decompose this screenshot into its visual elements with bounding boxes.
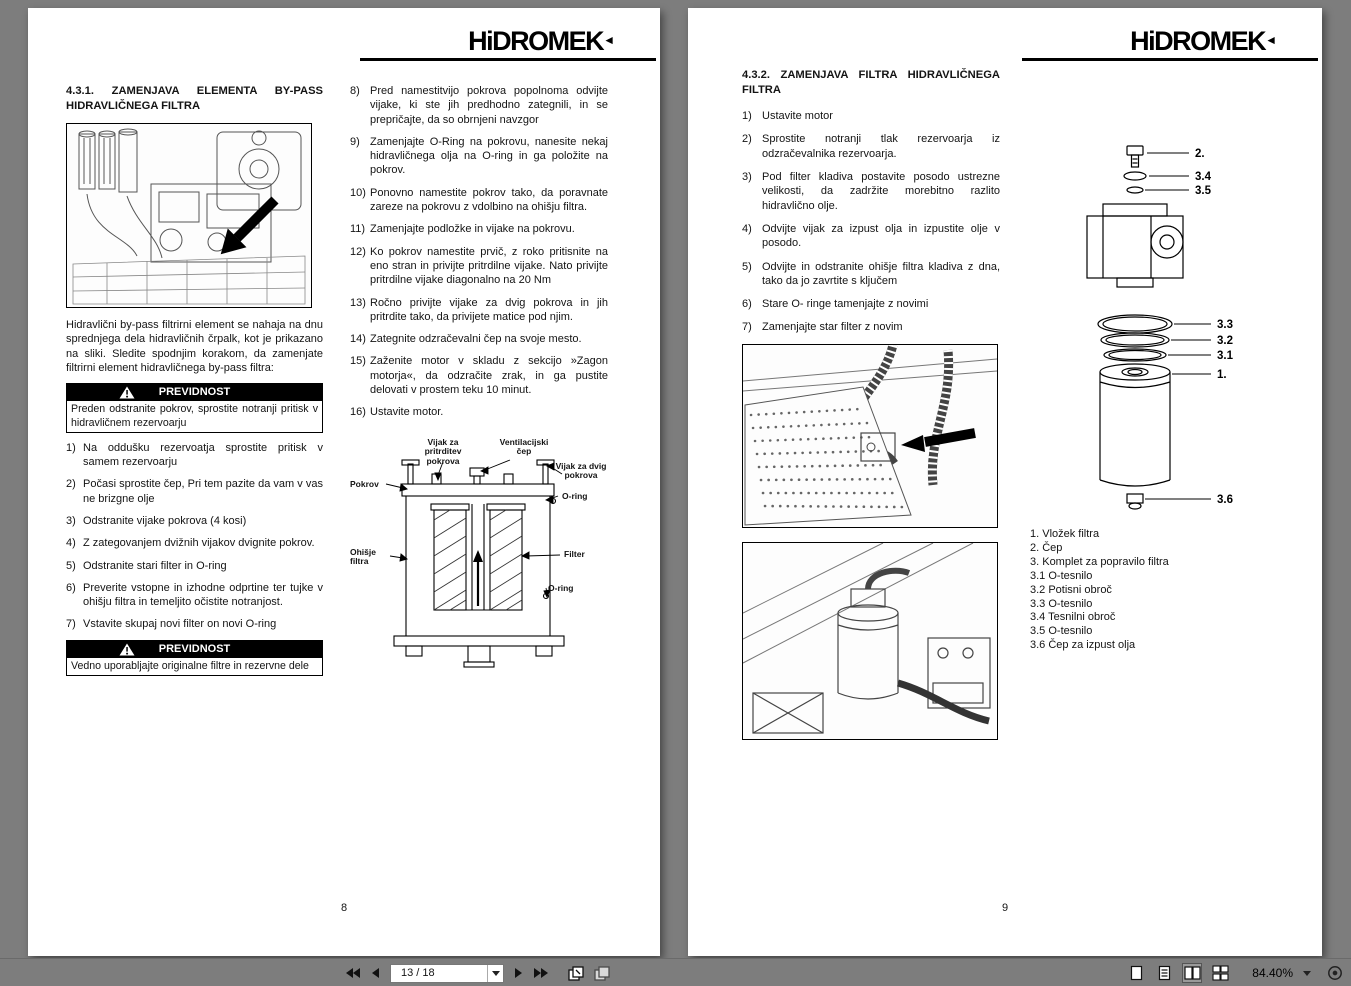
label-filter: Filter xyxy=(564,548,585,559)
step-text: Ustavite motor. xyxy=(370,406,444,419)
page-number-input[interactable] xyxy=(390,964,504,983)
step-number: 13) xyxy=(350,296,366,309)
step-item xyxy=(350,186,608,215)
exploded-filter-diagram xyxy=(1073,128,1313,523)
caution-box-1 xyxy=(66,383,323,432)
step-item xyxy=(350,135,608,178)
step-number: 7) xyxy=(66,618,76,631)
filter-cross-section-diagram xyxy=(350,438,608,683)
step-number: 14) xyxy=(350,333,366,346)
step-item xyxy=(66,617,323,631)
legend-item: 2. Čep xyxy=(1030,541,1063,554)
intro-paragraph: Hidravlični by-pass filtrirni element se nahaja na dnu sprednjega dela hidravličnih črpalk, kot je prikazano na sliki. Sledite spodnjim korakom, da zamenjate filtrirni element hidravličnega by-pass filtra: xyxy=(66,319,323,375)
step-number: 3) xyxy=(66,514,76,527)
page-dropdown-caret-icon[interactable] xyxy=(487,965,503,982)
label-oring-bottom: O-ring xyxy=(548,582,574,593)
step-item xyxy=(350,332,608,346)
step-number: 2) xyxy=(742,133,752,146)
step-text: Preverite vstopne in izhodne odprtine ter tujke v ohišju filtra in temeljito očistite notranjost. xyxy=(83,581,323,609)
callout-3-5: 3.5 xyxy=(1195,185,1211,197)
step-text: Pod filter kladiva postavite posodo ustrezne velikosti, da zadržite morebitno razlito hidravlično olje. xyxy=(762,171,1000,212)
callout-3-2: 3.2 xyxy=(1217,335,1233,347)
callout-3-3: 3.3 xyxy=(1217,319,1233,331)
legend-item: 3.1 O-tesnilo xyxy=(1030,569,1093,582)
step-number: 2) xyxy=(66,478,76,491)
engine-photo-bypass-filter xyxy=(66,123,312,308)
header-rule xyxy=(1022,58,1318,61)
first-page-button[interactable] xyxy=(345,967,361,979)
label-cover-bolt: Vijak za pritrditev pokrova xyxy=(424,436,462,467)
single-page-view-button[interactable] xyxy=(1126,963,1146,983)
step-number: 1) xyxy=(66,441,76,454)
label-vent-cap: Ventilacijski čep xyxy=(499,436,549,457)
caution-title: PREVIDNOST xyxy=(158,642,231,655)
step-item xyxy=(350,222,608,236)
step-number: 5) xyxy=(66,559,76,572)
step-item xyxy=(350,354,608,397)
step-number: 10) xyxy=(350,186,366,199)
step-number: 9) xyxy=(350,135,360,148)
logo-arrow-icon: ◄ xyxy=(1265,33,1277,47)
step-text: Ustavite motor xyxy=(762,110,833,123)
callout-2: 2. xyxy=(1195,148,1205,160)
engine-lineart xyxy=(743,543,997,739)
page-number: 9 xyxy=(1001,902,1009,914)
step-item xyxy=(66,514,323,528)
step-item xyxy=(742,320,1000,334)
step-item xyxy=(350,245,608,288)
step-item xyxy=(742,222,1000,251)
step-text: Ko pokrov namestite prvič, z roko pritisnite na eno stran in privijte pritrdilne vijake. Nato privijte pritrdilne vijake diagonalno na 20 Nm xyxy=(370,245,608,287)
warning-triangle-icon xyxy=(119,643,135,659)
section-title-432: 4.3.2. ZAMENJAVA FILTRA HIDRAVLIČNEGA FILTRA xyxy=(742,69,1000,96)
step-item xyxy=(350,405,608,419)
step-number: 11) xyxy=(350,223,366,236)
step-number: 4) xyxy=(742,222,752,235)
legend-item: 3. Komplet za popravilo filtra xyxy=(1030,555,1169,568)
section-title-431: 4.3.1. ZAMENJAVA ELEMENTA BY-PASS HIDRAVLIČNEGA FILTRA xyxy=(66,85,323,112)
two-page-view-button[interactable] xyxy=(1182,963,1202,983)
label-housing: Ohišje filtra xyxy=(350,546,376,567)
step-text: Ročno privijte vijake za dvig pokrova in jih pritrdite tako, da privijete matice pod njim. xyxy=(370,296,608,323)
zoom-dropdown-caret-icon[interactable] xyxy=(1303,971,1311,976)
caution-text: Preden odstranite pokrov, sprostite notranji pritisk v hidravličnem rezervoarju xyxy=(71,403,318,429)
previous-page-button[interactable] xyxy=(370,967,381,979)
step-item xyxy=(66,441,323,470)
step-number: 8) xyxy=(350,85,360,97)
step-item xyxy=(66,581,323,610)
copy-tool-button[interactable] xyxy=(594,966,611,981)
viewer-menu-button[interactable] xyxy=(1327,965,1343,981)
callout-3-6: 3.6 xyxy=(1217,494,1233,506)
step-number: 6) xyxy=(742,298,752,311)
engine-lineart xyxy=(67,124,311,307)
caution-header xyxy=(67,641,322,658)
step-text: Odstranite stari filter in O-ring xyxy=(83,559,227,572)
caution-title: PREVIDNOST xyxy=(158,386,231,399)
step-number: 15) xyxy=(350,355,366,368)
zoom-level[interactable]: 84.40% xyxy=(1252,966,1293,980)
step-text: Odstranite vijake pokrova (4 kosi) xyxy=(83,514,247,527)
engine-photo-breather xyxy=(742,344,998,528)
step-text: Sprostite notranji tlak rezervoarja iz odzračevalnika rezervoarja. xyxy=(762,133,1000,160)
callout-3-4: 3.4 xyxy=(1195,171,1211,183)
pointer-arrow-icon xyxy=(225,200,275,250)
two-page-continuous-view-button[interactable] xyxy=(1210,963,1230,983)
last-page-button[interactable] xyxy=(533,967,549,979)
step-text: Na oddušku rezervoatja sprostite pritisk v samem rezervoarju xyxy=(83,441,323,469)
page-number: 8 xyxy=(340,902,348,914)
step-item xyxy=(350,84,608,127)
caution-box-2 xyxy=(66,640,323,676)
step-item xyxy=(742,132,1000,161)
step-number: 12) xyxy=(350,245,366,258)
step-number: 1) xyxy=(742,110,752,123)
label-cover: Pokrov xyxy=(350,478,379,489)
step-text: Odvijte vijak za izpust olja in izpustite olje v posodo. xyxy=(762,222,1000,250)
hidromek-logo: HiDROMEK◄ xyxy=(1130,26,1277,56)
caution-text: Vedno uporabljajte originalne filtre in rezervne dele xyxy=(71,659,309,672)
step-item xyxy=(742,170,1000,213)
legend-item: 1. Vložek filtra xyxy=(1030,528,1100,540)
document-page-left xyxy=(28,8,660,956)
legend-item: 3.5 O-tesnilo xyxy=(1030,625,1093,638)
step-text: Počasi sprostite čep, Pri tem pazite da vam v vas ne brizgne olje xyxy=(83,478,323,505)
steps-8-16 xyxy=(350,84,608,420)
step-text: Zategnite odzračevalni čep na svoje mesto. xyxy=(370,333,582,346)
warning-triangle-icon xyxy=(119,386,135,402)
legend-item: 3.3 O-tesnilo xyxy=(1030,597,1093,610)
step-item xyxy=(66,477,323,506)
step-number: 3) xyxy=(742,171,752,184)
next-page-button[interactable] xyxy=(513,967,524,979)
steps-1-7 xyxy=(742,109,1000,335)
document-page-right xyxy=(688,8,1322,956)
page-field-value: 13 / 18 xyxy=(401,967,435,979)
step-item xyxy=(66,559,323,573)
right-column xyxy=(350,84,608,683)
header-rule xyxy=(360,58,656,61)
step-number: 6) xyxy=(66,581,76,594)
legend-item: 3.4 Tesnilni obroč xyxy=(1030,611,1116,624)
parts-legend xyxy=(1030,528,1260,653)
step-text: Z zategovanjem dvižnih vijakov dvignite pokrov. xyxy=(83,537,315,550)
exploded-diagram-art xyxy=(1073,128,1313,523)
step-text: Zamenjajte podložke in vijake na pokrovu. xyxy=(370,223,575,236)
hidromek-logo: HiDROMEK◄ xyxy=(468,26,615,56)
caution-header xyxy=(67,384,322,401)
label-lift-bolt: Vijak za dvig pokrova xyxy=(555,460,607,481)
view-controls xyxy=(1126,959,1343,986)
step-number: 5) xyxy=(742,260,752,273)
step-item xyxy=(742,260,1000,289)
callout-3-1: 3.1 xyxy=(1217,350,1233,362)
step-item xyxy=(66,536,323,550)
engine-lineart xyxy=(743,345,997,527)
step-number: 16) xyxy=(350,406,366,419)
step-text: Zaženite motor v skladu z sekcijo »Zagon motorja«, da odzračite zrak, in ga pustite delovati v prostem teku 10 minut. xyxy=(370,355,608,397)
logo-arrow-icon: ◄ xyxy=(603,33,615,47)
step-item xyxy=(742,109,1000,123)
step-number: 4) xyxy=(66,537,76,550)
continuous-view-button[interactable] xyxy=(1154,963,1174,983)
step-text: Ponovno namestite pokrov tako, da poravnate zareze na pokrovu z vdolbino na ohišju filtra. xyxy=(370,186,608,214)
step-text: Pred namestitvijo pokrova popolnoma odvijte vijake, ki ste jih predhodno zategnili, in se prepričajte, da so obrnjeni navzgor xyxy=(370,85,608,126)
left-column xyxy=(742,68,1000,740)
left-column xyxy=(66,84,323,684)
snapshot-tool-button[interactable] xyxy=(568,966,585,981)
legend-item: 3.2 Potisni obroč xyxy=(1030,583,1112,596)
step-text: Vstavite skupaj novi filter on novi O-ring xyxy=(83,618,277,631)
step-number: 7) xyxy=(742,321,752,334)
callout-1: 1. xyxy=(1217,369,1227,381)
legend-item: 3.6 Čep za izpust olja xyxy=(1030,639,1136,652)
step-text: Zamenjajte star filter z novim xyxy=(762,321,903,334)
step-text: Zamenjajte O-Ring na pokrovu, nanesite nekaj hidravličnega olja na O-ring in ga položite na pokrov. xyxy=(370,135,608,177)
step-item xyxy=(350,296,608,325)
step-text: Stare O- ringe tamenjajte z novimi xyxy=(762,298,929,311)
page-navigation xyxy=(345,959,611,986)
step-text: Odvijte in odstranite ohišje filtra kladiva z dna, tako da jo zavrtite s ključem xyxy=(762,260,1000,287)
step-item xyxy=(742,297,1000,311)
steps-1-7 xyxy=(66,441,323,632)
viewer-toolbar xyxy=(0,958,1351,986)
engine-photo-filter-housing xyxy=(742,542,998,740)
label-oring-top: O-ring xyxy=(562,490,588,501)
